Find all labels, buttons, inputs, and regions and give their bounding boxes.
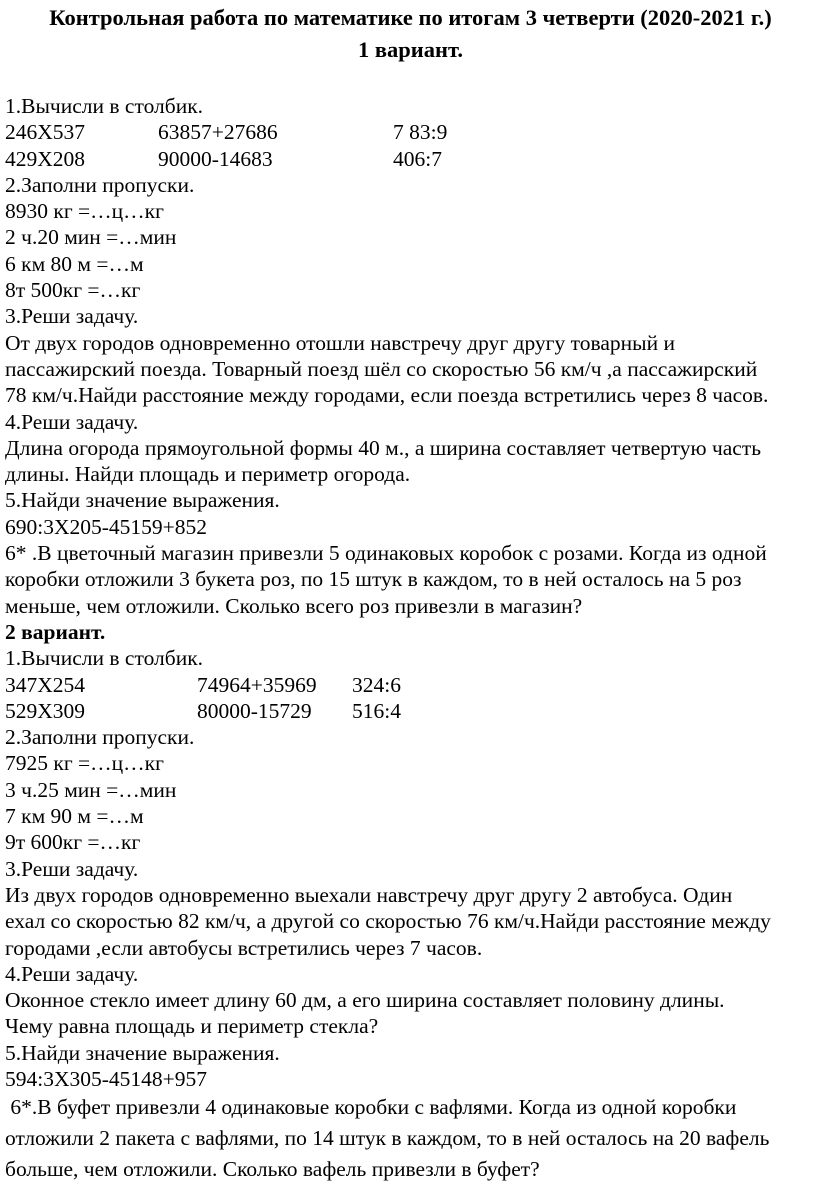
fill-item: 3 ч.25 мин =…мин <box>5 777 177 802</box>
spacer <box>5 66 816 93</box>
calc-cell: 80000-15729 <box>197 698 312 723</box>
calc-row <box>5 698 816 724</box>
task-4-text: длины. Найди площадь и периметр огорода. <box>5 462 411 487</box>
variant-2-heading: 2 вариант. <box>5 619 106 644</box>
task-6-text: больше, чем отложили. Сколько вафель привезли в буфет? <box>5 1157 540 1182</box>
calc-cell: 246Х537 <box>5 120 86 145</box>
variant-1 <box>5 93 816 619</box>
task-3-text: Из двух городов одновременно выехали навстречу друг другу 2 автобуса. Один <box>5 882 733 907</box>
task-5-expression: 594:3Х305-45148+957 <box>5 1066 208 1091</box>
task-6-text: 6*.В буфет привезли 4 одинаковые коробки с вафлями. Когда из одной коробки <box>5 1095 737 1120</box>
task-4-title: 4.Реши задачу. <box>5 409 139 434</box>
calc-cell: 429Х208 <box>5 146 86 171</box>
fill-item: 8930 кг =…ц…кг <box>5 199 164 224</box>
calc-cell: 516:4 <box>352 698 401 723</box>
calc-cell: 74964+35969 <box>197 672 317 697</box>
task-3-text: 78 км/ч.Найди расстояние между городами, если поезда встретились через 8 часов. <box>5 383 769 408</box>
task-4-title: 4.Реши задачу. <box>5 961 139 986</box>
fill-item: 7925 кг =…ц…кг <box>5 751 164 776</box>
task-1-title: 1.Вычисли в столбик. <box>5 94 204 118</box>
task-4-text: Оконное стекло имеет длину 60 дм, а его ширина составляет половину длины. <box>5 988 725 1013</box>
calc-cell: 406:7 <box>393 146 442 171</box>
fill-item: 2 ч.20 мин =…мин <box>5 225 177 250</box>
calc-row <box>5 119 816 145</box>
task-3-title: 3.Реши задачу. <box>5 304 139 329</box>
task-1-title: 1.Вычисли в столбик. <box>5 646 204 671</box>
task-5-expression: 690:3Х205-45159+852 <box>5 514 208 539</box>
calc-row <box>5 672 816 698</box>
fill-item: 6 км 80 м =…м <box>5 251 144 276</box>
fill-item: 7 км 90 м =…м <box>5 804 144 829</box>
task-3-text: От двух городов одновременно отошли навстречу друг другу товарный и <box>5 330 675 355</box>
calc-cell: 529Х309 <box>5 698 86 723</box>
task-4-text: Чему равна площадь и периметр стекла? <box>5 1014 379 1039</box>
fill-item: 8т 500кг =…кг <box>5 278 141 303</box>
task-6-text: отложили 2 пакета с вафлями, по 14 штук в каждом, то в ней осталось на 20 вафель <box>5 1126 770 1151</box>
variant-2 <box>5 619 816 1185</box>
calc-cell: 324:6 <box>352 672 401 697</box>
task-5-title: 5.Найди значение выражения. <box>5 488 280 513</box>
task-3-text: ехал со скоростью 82 км/ч, а другой со скоростью 76 км/ч.Найди расстояние между <box>5 909 771 934</box>
calc-row <box>5 146 816 172</box>
task-6-text: коробки отложили 3 букета роз, по 15 штук в каждом, то в ней осталось на 5 роз <box>5 567 742 592</box>
fill-item: 9т 600кг =…кг <box>5 830 141 855</box>
calc-cell: 7 83:9 <box>393 120 448 145</box>
variant-1-heading: 1 вариант. <box>358 37 463 62</box>
task-3-text: городами ,если автобусы встретились через 7 часов. <box>5 935 483 960</box>
task-4-text: Длина огорода прямоугольной формы 40 м., а ширина составляет четвертую часть <box>5 435 762 460</box>
page-title: Контрольная работа по математике по итогам 3 четверти (2020-2021 г.) <box>49 5 772 30</box>
task-2-title: 2.Заполни пропуски. <box>5 172 195 197</box>
task-6-text: 6* .В цветочный магазин привезли 5 одинаковых коробок с розами. Когда из одной <box>5 541 767 566</box>
task-3-title: 3.Реши задачу. <box>5 856 139 881</box>
task-5-title: 5.Найди значение выражения. <box>5 1040 280 1065</box>
calc-cell: 90000-14683 <box>158 146 273 171</box>
calc-cell: 347Х254 <box>5 672 86 697</box>
task-2-title: 2.Заполни пропуски. <box>5 725 195 750</box>
task-3-text: пассажирский поезда. Товарный поезд шёл со скоростью 56 км/ч ,а пассажирский <box>5 356 758 381</box>
calc-cell: 63857+27686 <box>158 120 278 145</box>
task-6-text: меньше, чем отложили. Сколько всего роз привезли в магазин? <box>5 593 583 618</box>
